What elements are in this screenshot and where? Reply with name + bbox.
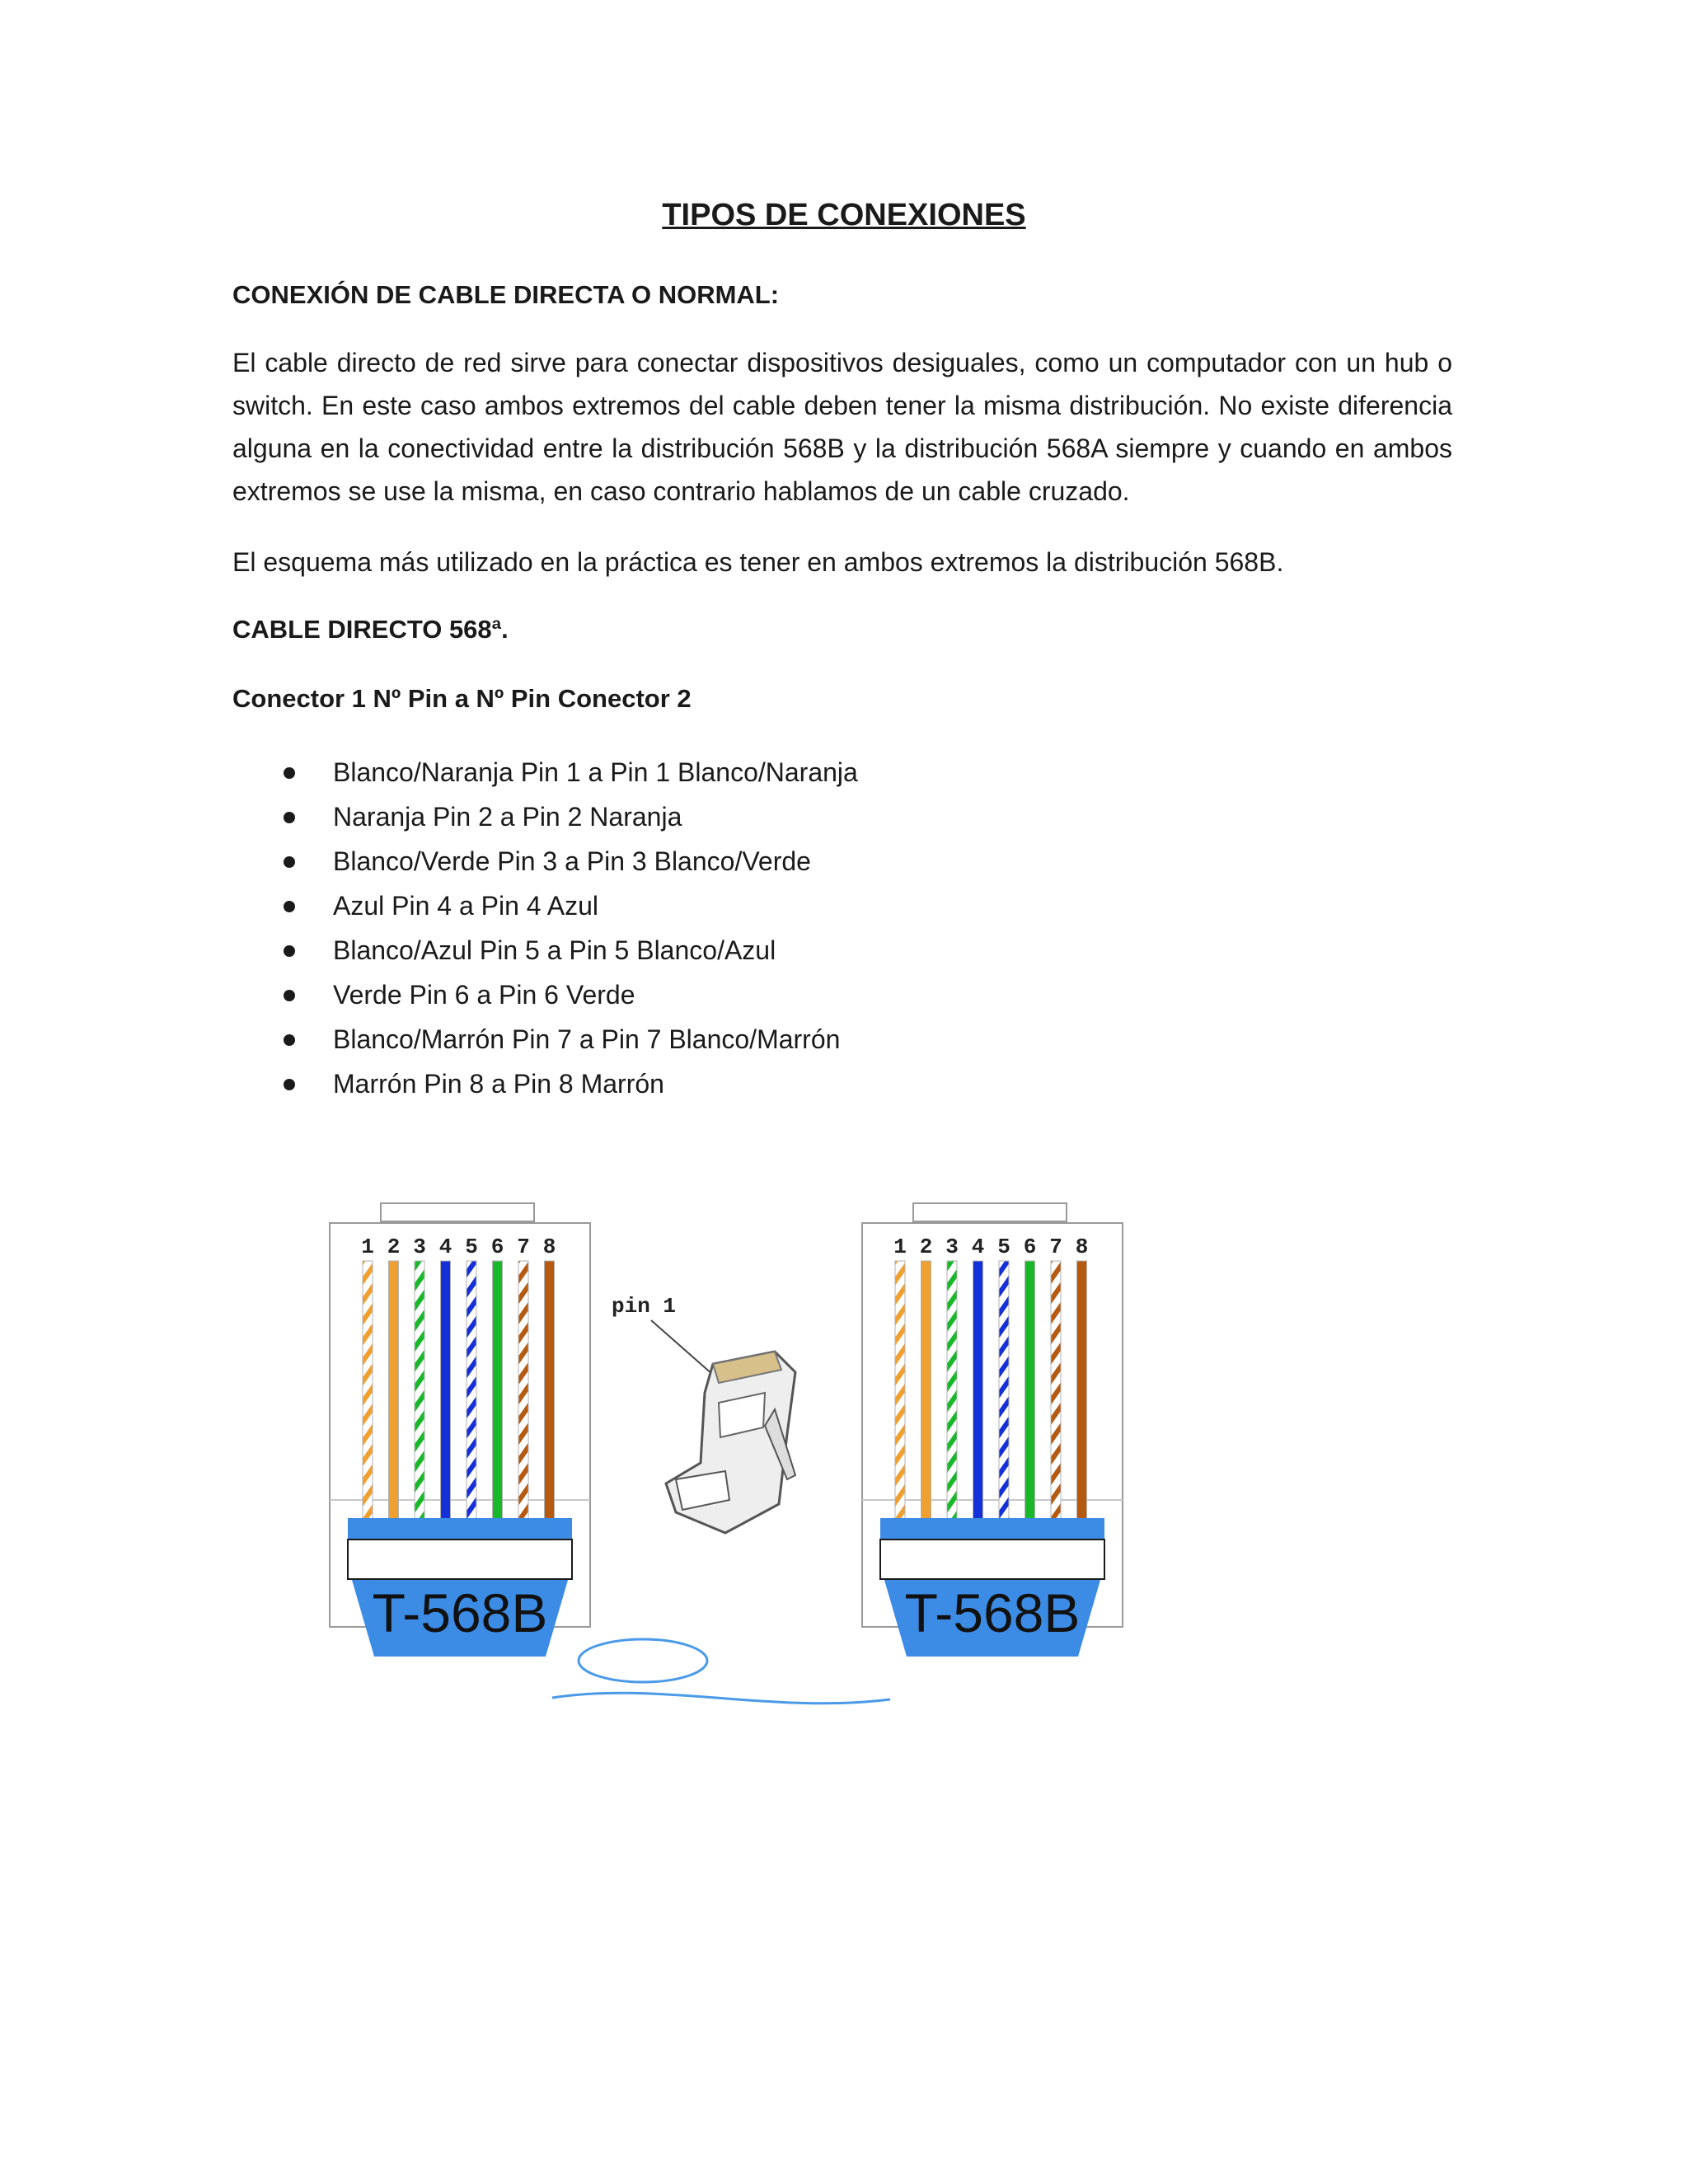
connector-latch xyxy=(913,1203,1067,1221)
paragraph-straight-cable-description: El cable directo de red sirve para conectar dispositivos desiguales, como un computador con un hub o switch. En este caso ambos extremos del cable deben tener la misma distribución. No existe diferencia alguna en la conectividad entre la distribución 568B y la distribución 568A siempre y cuando en ambos extremos se use la misma, en caso contrario hablamos de un cable cruzado. xyxy=(232,348,1452,506)
list-item xyxy=(232,1017,858,1062)
pin1-label: pin 1 xyxy=(612,1294,677,1319)
list-item xyxy=(232,883,858,928)
pin-number-1: 1 xyxy=(893,1235,907,1259)
wire-3 xyxy=(415,1261,424,1535)
list-item-text: Verde Pin 6 a Pin 6 Verde xyxy=(333,980,635,1010)
section-heading-straight-cable: CONEXIÓN DE CABLE DIRECTA O NORMAL: xyxy=(232,280,780,309)
paragraph-common-scheme: El esquema más utilizado en la práctica es tener en ambos extremos la distribución 568B. xyxy=(232,547,1284,577)
pin-mapping-list xyxy=(232,750,858,1106)
list-item xyxy=(232,794,858,839)
connector-left xyxy=(330,1203,590,1657)
wire-2 xyxy=(389,1261,399,1535)
page-title: TIPOS DE CONEXIONES xyxy=(662,198,1026,232)
pin-number-6: 6 xyxy=(490,1235,504,1259)
list-item xyxy=(232,839,858,883)
pin-number-8: 8 xyxy=(542,1235,556,1259)
pin-number-2: 2 xyxy=(919,1235,933,1259)
connector-right xyxy=(862,1203,1123,1657)
list-item xyxy=(232,928,858,972)
bullet-icon xyxy=(284,856,295,868)
pin-number-8: 8 xyxy=(1075,1235,1089,1259)
section-heading-568a: CABLE DIRECTO 568ª. xyxy=(232,615,509,644)
bullet-icon xyxy=(284,901,295,912)
pin-number-5: 5 xyxy=(465,1235,478,1259)
list-item xyxy=(232,1062,858,1106)
wire-8 xyxy=(545,1261,555,1535)
pin-number-2: 2 xyxy=(387,1235,401,1259)
pin-number-3: 3 xyxy=(945,1235,959,1259)
connector-label-band xyxy=(880,1540,1104,1579)
connector-label: T-568B xyxy=(904,1582,1081,1643)
list-item-text: Blanco/Azul Pin 5 a Pin 5 Blanco/Azul xyxy=(333,935,776,965)
pin-number-7: 7 xyxy=(1049,1235,1062,1259)
pin1-pointer xyxy=(651,1320,713,1375)
wire-6 xyxy=(1025,1261,1035,1535)
list-item-text: Blanco/Verde Pin 3 a Pin 3 Blanco/Verde xyxy=(333,846,811,876)
pin-number-6: 6 xyxy=(1023,1235,1037,1259)
pin-number-5: 5 xyxy=(997,1235,1010,1259)
list-item-text: Blanco/Marrón Pin 7 a Pin 7 Blanco/Marrón xyxy=(333,1024,841,1054)
list-item-text: Azul Pin 4 a Pin 4 Azul xyxy=(333,891,598,921)
wire-2 xyxy=(921,1261,931,1535)
bullet-icon xyxy=(284,990,295,1001)
list-item-text: Marrón Pin 8 a Pin 8 Marrón xyxy=(333,1069,664,1099)
pin-number-3: 3 xyxy=(413,1235,426,1259)
pin-number-4: 4 xyxy=(438,1235,452,1259)
wire-1 xyxy=(895,1261,905,1535)
rj45-straight-cable-diagram xyxy=(313,1187,1170,1722)
bullet-icon xyxy=(284,767,295,779)
wire-4 xyxy=(973,1261,983,1535)
connector-label-band xyxy=(348,1540,572,1579)
connector-latch xyxy=(381,1203,534,1221)
pin-number-7: 7 xyxy=(517,1235,530,1259)
list-item xyxy=(232,750,858,794)
connector-label: T-568B xyxy=(372,1582,548,1643)
wire-1 xyxy=(363,1261,373,1535)
wire-7 xyxy=(518,1261,528,1535)
bullet-icon xyxy=(284,945,295,957)
wire-5 xyxy=(467,1261,476,1535)
list-item-text: Blanco/Naranja Pin 1 a Pin 1 Blanco/Naranja xyxy=(333,757,858,787)
pin-number-1: 1 xyxy=(361,1235,374,1259)
wire-3 xyxy=(947,1261,957,1535)
pin-mapping-subheading: Conector 1 Nº Pin a Nº Pin Conector 2 xyxy=(232,684,692,713)
wire-8 xyxy=(1077,1261,1087,1535)
bullet-icon xyxy=(284,1079,295,1090)
list-item xyxy=(232,972,858,1017)
wire-6 xyxy=(493,1261,503,1535)
cable-loop xyxy=(579,1639,707,1682)
wire-7 xyxy=(1051,1261,1061,1535)
bullet-icon xyxy=(284,812,295,823)
list-item-text: Naranja Pin 2 a Pin 2 Naranja xyxy=(333,802,682,832)
rj45-plug-illustration xyxy=(612,1294,795,1533)
bullet-icon xyxy=(284,1034,295,1046)
network-cable xyxy=(552,1693,890,1704)
pin-number-4: 4 xyxy=(971,1235,985,1259)
wire-4 xyxy=(441,1261,451,1535)
wire-5 xyxy=(999,1261,1009,1535)
